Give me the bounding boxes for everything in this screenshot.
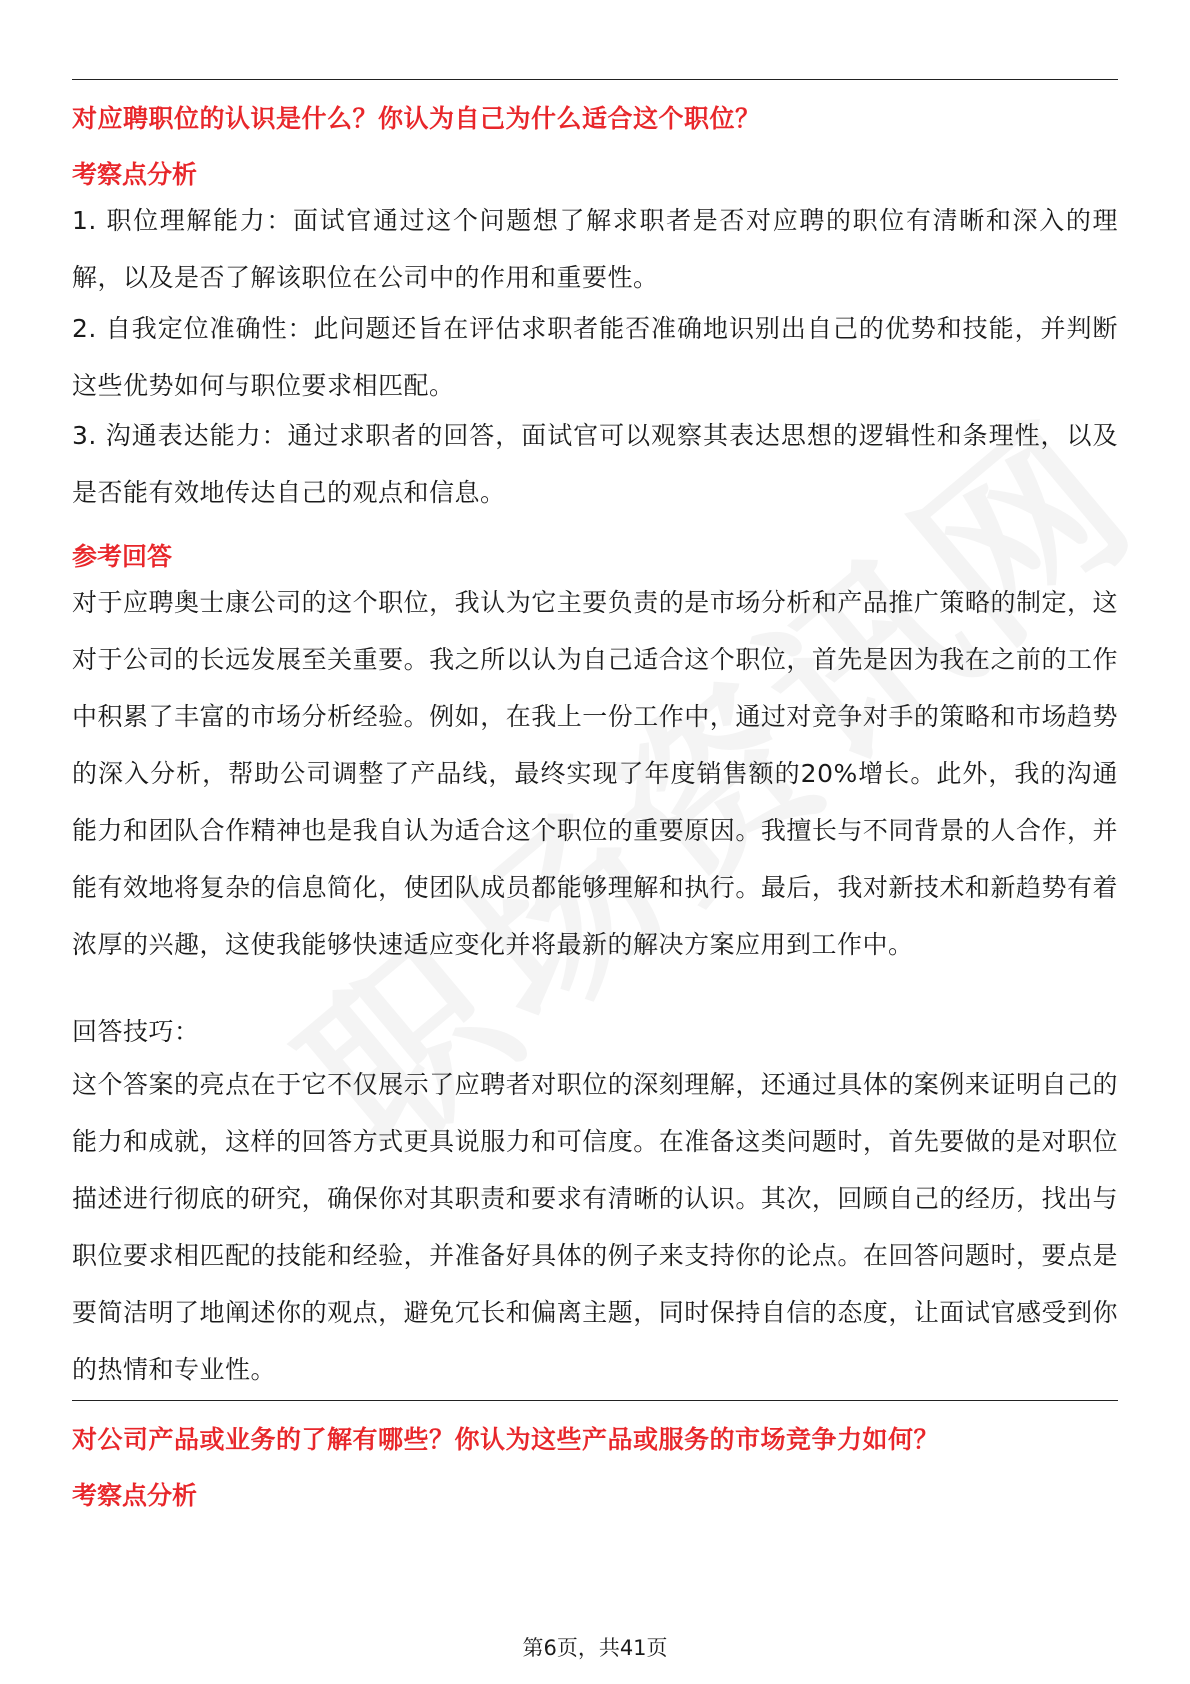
answer-text: 对于应聘奥士康公司的这个职位，我认为它主要负责的是市场分析和产品推广策略的制定，这对于公司的长远发展至关重要。我之所以认为自己适合这个职位，首先是因为我在之前的工作中积累了丰富的市场分析经验。例如，在我上一份工作中，通过对竞争对手的策略和市场趋势的深入分析，帮助公司调整了产品线，最终实现了年度销售额的20%增长。此外，我的沟通能力和团队合作精神也是我自认为适合这个职位的重要原因。我擅长与不同背景的人合作，并能有效地将复杂的信息简化，使团队成员都能够理解和执行。最后，我对新技术和新趋势有着浓厚的兴趣，这使我能够快速适应变化并将最新的解决方案应用到工作中。 xyxy=(72,588,1118,959)
tips-text: 这个答案的亮点在于它不仅展示了应聘者对职位的深刻理解，还通过具体的案例来证明自己的能力和成就，这样的回答方式更具说服力和可信度。在准备这类问题时，首先要做的是对职位描述进行彻底的研究，确保你对其职责和要求有清晰的认识。其次，回顾自己的经历，找出与职位要求相匹配的技能和经验，并准备好具体的例子来支持你的论点。在回答问题时，要点是要简洁明了地阐述你的观点，避免冗长和偏离主题，同时保持自信的态度，让面试官感受到你的热情和专业性。 xyxy=(72,1070,1118,1384)
tips-heading: 回答技巧： xyxy=(72,1017,200,1046)
analysis-heading: 考察点分析 xyxy=(72,1481,198,1510)
analysis-point-3: 3. 沟通表达能力：通过求职者的回答，面试官可以观察其表达思想的逻辑性和条理性，以及是否能有效地传达自己的观点和信息。 xyxy=(72,421,1118,507)
analysis-point-2: 2. 自我定位准确性：此问题还旨在评估求职者能否准确地识别出自己的优势和技能，并判断这些优势如何与职位要求相匹配。 xyxy=(72,314,1118,400)
section-divider xyxy=(72,1400,1118,1401)
page-number: 第6页，共41页 xyxy=(522,1636,668,1660)
analysis-heading: 考察点分析 xyxy=(72,160,198,189)
question-title: 对公司产品或业务的了解有哪些？你认为这些产品或服务的市场竞争力如何？ xyxy=(72,1425,940,1454)
analysis-point-1: 1. 职位理解能力：面试官通过这个问题想了解求职者是否对应聘的职位有清晰和深入的理解，以及是否了解该职位在公司中的作用和重要性。 xyxy=(72,206,1118,292)
document-page xyxy=(72,0,1118,1684)
question-title: 对应聘职位的认识是什么？你认为自己为什么适合这个职位？ xyxy=(72,104,761,133)
section-divider xyxy=(72,79,1118,80)
answer-heading: 参考回答 xyxy=(72,542,173,571)
